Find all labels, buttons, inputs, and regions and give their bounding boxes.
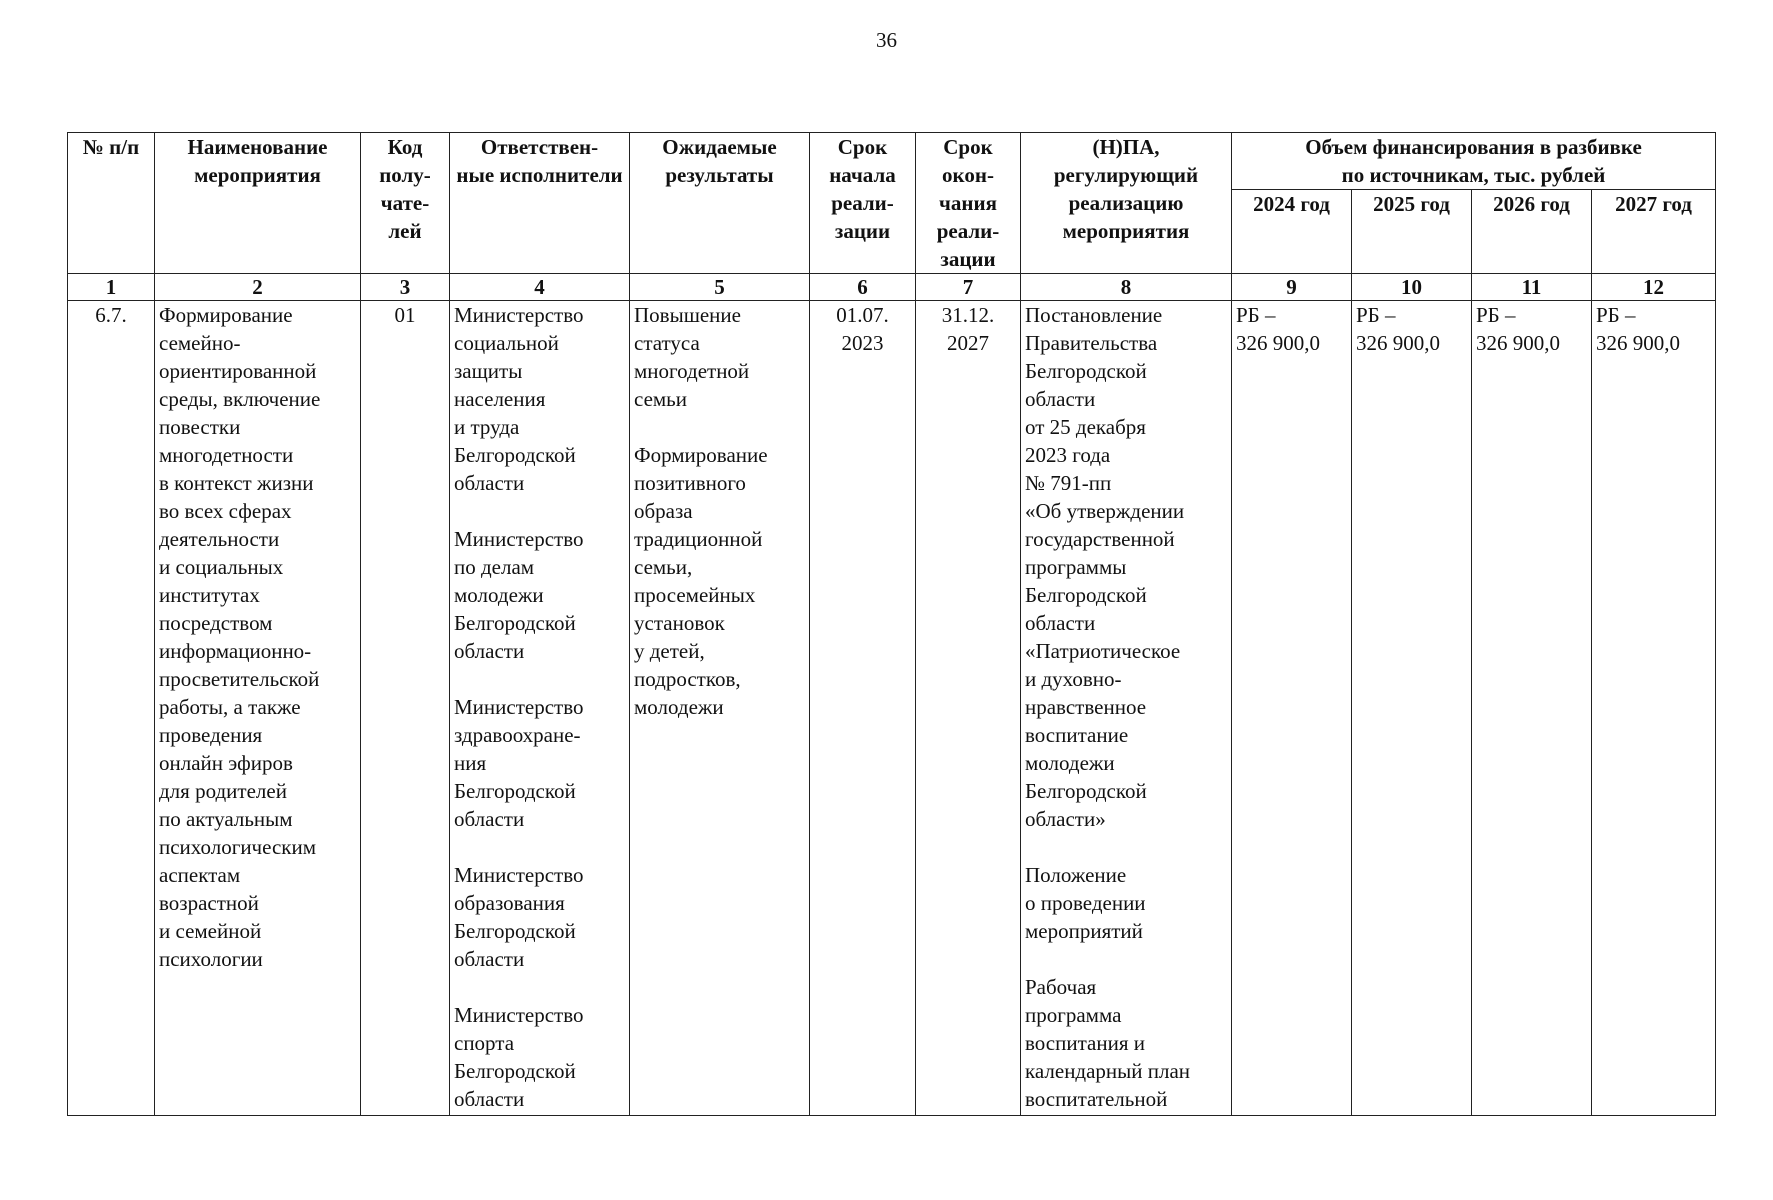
activity-name: Формирование семейно- ориентированной среды, включение повестки многодетности в контекст жизни во всех сферах деятельности и социальных институтах посредством информационно- просветительской работы, а также проведения онлайн эфиров для родителей по актуальным психологическим аспектам возрастной и семейной психологии	[155, 301, 361, 1116]
header-row-1	[68, 133, 1716, 190]
expected-result: Формирование позитивного образа традиционной семьи, просемейных установок у детей, подростков, молодежи	[634, 443, 768, 719]
header-name: Наименование мероприятия	[155, 133, 361, 274]
header-results: Ожидаемые результаты	[630, 133, 810, 274]
column-number: 9	[1232, 274, 1352, 301]
header-year-2026: 2026 год	[1472, 190, 1592, 274]
column-numbers-row	[68, 274, 1716, 301]
column-number: 4	[450, 274, 630, 301]
page-number: 36	[876, 28, 897, 52]
results-cell	[630, 301, 810, 1116]
column-number: 3	[361, 274, 450, 301]
column-number: 6	[810, 274, 916, 301]
executor: Министерство образования Белгородской области	[454, 863, 584, 971]
header-year-2025: 2025 год	[1352, 190, 1472, 274]
column-number: 2	[155, 274, 361, 301]
column-number: 11	[1472, 274, 1592, 301]
executor: Министерство по делам молодежи Белгородской области	[454, 527, 584, 663]
recipient-code: 01	[361, 301, 450, 1116]
header-start: Срок начала реали- зации	[810, 133, 916, 274]
end-date: 31.12. 2027	[916, 301, 1021, 1116]
legal-act: Постановление Правительства Белгородской области от 25 декабря 2023 года № 791-пп «Об утверждении государственной программы Белгородской области «Патриотическое и духовно- нравственное воспитание молодежи Белгородской области»	[1025, 303, 1185, 831]
executor: Министерство спорта Белгородской области	[454, 1003, 584, 1111]
column-number: 7	[916, 274, 1021, 301]
column-number: 5	[630, 274, 810, 301]
column-number: 12	[1592, 274, 1716, 301]
header-number: № п/п	[68, 133, 155, 274]
executor: Министерство социальной защиты населения и труда Белгородской области	[454, 303, 584, 495]
start-date: 01.07. 2023	[810, 301, 916, 1116]
executors-cell	[450, 301, 630, 1116]
column-number: 10	[1352, 274, 1472, 301]
funding-2024: РБ – 326 900,0	[1232, 301, 1352, 1116]
legal-act: Положение о проведении мероприятий	[1025, 863, 1146, 943]
header-executors: Ответствен- ные исполнители	[450, 133, 630, 274]
header-legal-acts: (Н)ПА, регулирующий реализацию мероприятия	[1021, 133, 1232, 274]
header-recipient-code: Код полу- чате- лей	[361, 133, 450, 274]
expected-result: Повышение статуса многодетной семьи	[634, 303, 750, 411]
table-row	[68, 301, 1716, 1116]
header-end: Срок окон- чания реали- зации	[916, 133, 1021, 274]
funding-2026: РБ – 326 900,0	[1472, 301, 1592, 1116]
header-year-2027: 2027 год	[1592, 190, 1716, 274]
column-number: 8	[1021, 274, 1232, 301]
row-number: 6.7.	[68, 301, 155, 1116]
funding-2027: РБ – 326 900,0	[1592, 301, 1716, 1116]
header-year-2024: 2024 год	[1232, 190, 1352, 274]
funding-2025: РБ – 326 900,0	[1352, 301, 1472, 1116]
activities-table	[67, 132, 1716, 1116]
executor: Министерство здравоохране- ния Белгородской области	[454, 695, 584, 831]
header-funding-group: Объем финансирования в разбивке по источникам, тыс. рублей	[1232, 133, 1716, 190]
legal-acts-cell	[1021, 301, 1232, 1116]
column-number: 1	[68, 274, 155, 301]
legal-act: Рабочая программа воспитания и календарный план воспитательной	[1025, 975, 1191, 1111]
